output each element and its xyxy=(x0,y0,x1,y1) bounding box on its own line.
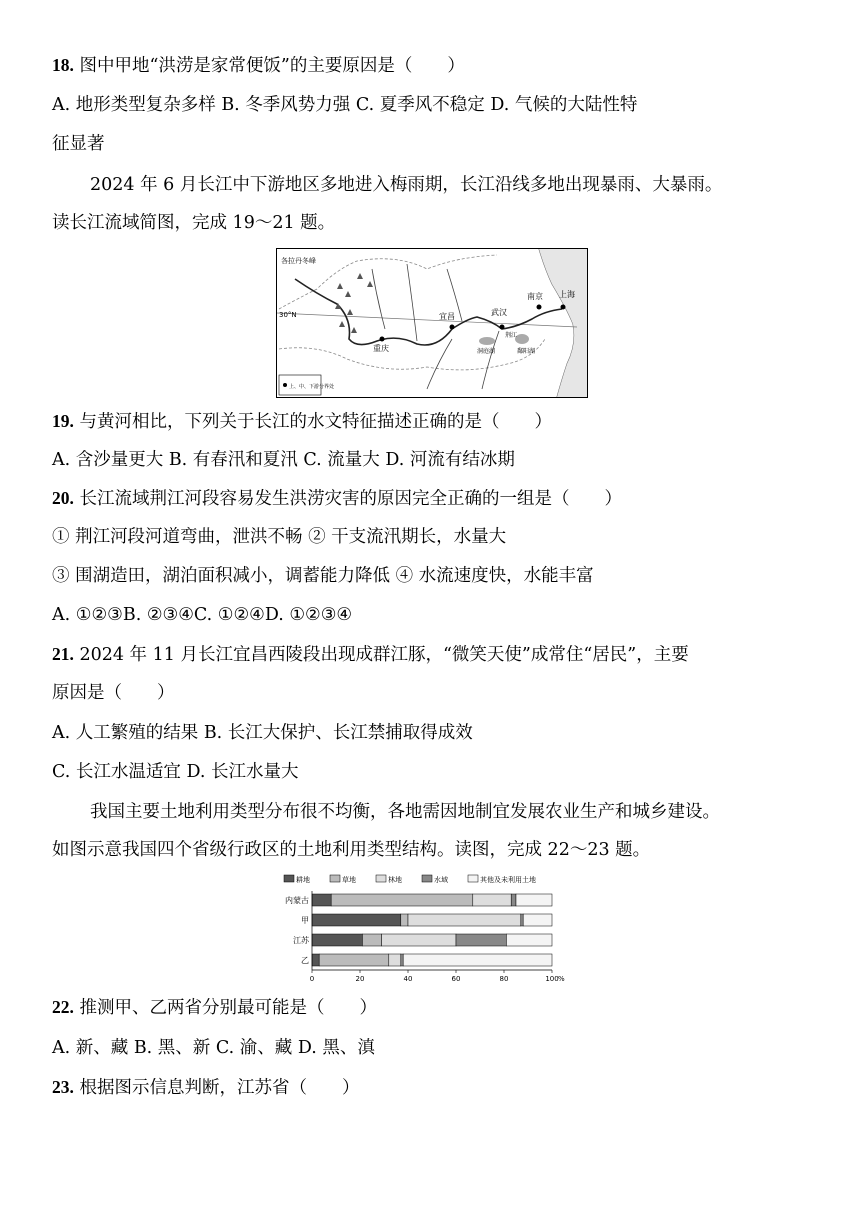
question-number: 22. xyxy=(52,997,74,1017)
question-18 xyxy=(52,53,465,78)
question-number: 21. xyxy=(52,644,74,664)
chongqing-dot xyxy=(380,337,385,342)
map-label-latitude: 30°N xyxy=(279,311,297,319)
bar-segment xyxy=(456,934,506,946)
question-text: 图中甲地“洪涝是家常便饭”的主要原因是（ ） xyxy=(79,56,465,76)
category-label: 甲 xyxy=(301,916,309,925)
map-label-yichang: 宜昌 xyxy=(439,312,455,321)
bar-segment xyxy=(389,954,401,966)
category-label: 江苏 xyxy=(293,936,309,945)
land-use-chart-svg xyxy=(280,872,580,990)
intro-paragraph-1-cont: 读长江流域简图，完成 19～21 题。 xyxy=(52,213,336,233)
legend-label: 其他及未利用土地 xyxy=(480,876,536,884)
bar-segment xyxy=(511,894,516,906)
bar-segment xyxy=(403,954,552,966)
bar-segment xyxy=(362,934,381,946)
question-text: 推测甲、乙两省分别最可能是（ ） xyxy=(79,998,377,1018)
bar-segment xyxy=(401,954,403,966)
question-19-options: A. 含沙量更大 B. 有春汛和夏汛 C. 流量大 D. 河流有结冰期 xyxy=(52,450,515,470)
bar-segment xyxy=(521,914,523,926)
legend-swatch xyxy=(330,875,340,882)
wuhan-dot xyxy=(500,325,505,330)
question-text: 与黄河相比，下列关于长江的水文特征描述正确的是（ ） xyxy=(79,412,552,432)
x-tick-label: 80 xyxy=(499,975,509,983)
legend-dot xyxy=(283,383,287,387)
question-18-options: A. 地形类型复杂多样 B. 冬季风势力强 C. 夏季风不稳定 D. 气候的大陆性特 xyxy=(52,95,638,115)
map-label-nanjing: 南京 xyxy=(527,292,543,301)
question-22 xyxy=(52,995,377,1020)
question-text: 2024 年 11 月长江宜昌西陵段出现成群江豚，“微笑天使”成常住“居民”，主要 xyxy=(79,645,689,665)
legend-label: 林地 xyxy=(388,876,402,884)
map-label-chongqing: 重庆 xyxy=(373,344,389,353)
bar-segment xyxy=(319,954,389,966)
map-legend-label: 上、中、下游分界处 xyxy=(289,384,335,390)
map-label-poyang: 鄱阳湖 xyxy=(517,348,536,355)
question-20-statements-1: ① 荆江河段河道弯曲，泄洪不畅 ② 干支流汛期长，水量大 xyxy=(52,527,507,547)
bar-segment xyxy=(331,894,473,906)
poyang-lake xyxy=(515,334,529,344)
bar-segment xyxy=(516,894,552,906)
shanghai-dot xyxy=(561,305,566,310)
x-tick-label: 40 xyxy=(403,975,413,983)
bar-segment xyxy=(312,954,319,966)
bar-segment xyxy=(312,894,331,906)
map-label-shanghai: 上海 xyxy=(559,290,575,299)
question-18-options-cont: 征显著 xyxy=(52,134,105,154)
intro-paragraph-2-cont: 如图示意我国四个省级行政区的土地利用类型结构。读图，完成 22～23 题。 xyxy=(52,840,651,860)
category-label: 内蒙古 xyxy=(285,896,309,905)
bar-segment xyxy=(312,914,401,926)
question-text: 长江流域荆江河段容易发生洪涝灾害的原因完全正确的一组是（ ） xyxy=(79,489,622,509)
bar-segment xyxy=(401,914,408,926)
bar-segment xyxy=(382,934,456,946)
map-label-source: 各拉丹冬峰 xyxy=(281,257,316,265)
x-tick-label: 60 xyxy=(451,975,461,983)
yangtze-basin-map xyxy=(276,248,588,398)
legend-label: 水域 xyxy=(434,876,448,884)
legend-swatch xyxy=(376,875,386,882)
map-label-wuhan: 武汉 xyxy=(491,308,507,317)
question-21-text-cont: 原因是（ ） xyxy=(52,683,175,703)
x-unit-label: % xyxy=(558,975,565,983)
question-23 xyxy=(52,1075,359,1100)
question-number: 18. xyxy=(52,55,74,75)
bar-segment xyxy=(506,934,552,946)
bar-segment xyxy=(312,934,362,946)
legend-label: 耕地 xyxy=(296,876,310,884)
dongting-lake xyxy=(479,337,495,345)
question-21-options-1: A. 人工繁殖的结果 B. 长江大保护、长江禁捕取得成效 xyxy=(52,723,473,743)
tributary xyxy=(372,269,385,329)
tributary xyxy=(427,339,452,389)
question-21 xyxy=(52,642,689,667)
question-text: 根据图示信息判断，江苏省（ ） xyxy=(79,1078,360,1098)
bar-segment xyxy=(408,914,521,926)
question-20 xyxy=(52,486,622,511)
mountain-marks xyxy=(335,273,373,333)
question-number: 19. xyxy=(52,411,74,431)
intro-paragraph-1: 2024 年 6 月长江中下游地区多地进入梅雨期，长江沿线多地出现暴雨、大暴雨。 xyxy=(90,175,723,195)
land-use-chart xyxy=(280,872,580,990)
nanjing-dot xyxy=(537,305,542,310)
map-label-dongting: 洞庭湖 xyxy=(477,348,496,355)
basin-boundary-south xyxy=(279,339,545,370)
legend-swatch xyxy=(284,875,294,882)
bar-segment xyxy=(523,914,552,926)
legend-label: 草地 xyxy=(342,876,356,884)
bar-segment xyxy=(473,894,511,906)
x-tick-label: 0 xyxy=(309,975,315,983)
latitude-line xyxy=(277,313,577,327)
x-tick-label: 20 xyxy=(355,975,365,983)
question-number: 23. xyxy=(52,1077,74,1097)
question-22-options: A. 新、藏 B. 黑、新 C. 渝、藏 D. 黑、滇 xyxy=(52,1038,375,1058)
question-number: 20. xyxy=(52,488,74,508)
question-20-options: A. ①②③B. ②③④C. ①②④D. ①②③④ xyxy=(52,605,353,625)
question-21-options-2: C. 长江水温适宜 D. 长江水量大 xyxy=(52,762,299,782)
question-20-statements-2: ③ 围湖造田，湖泊面积减小，调蓄能力降低 ④ 水流速度快，水能丰富 xyxy=(52,566,594,586)
x-tick-label: 100 xyxy=(545,975,559,983)
map-label-jingjiang: 荆江 xyxy=(505,332,518,339)
category-label: 乙 xyxy=(301,956,309,965)
legend-swatch xyxy=(422,875,432,882)
question-19 xyxy=(52,409,552,434)
map-svg xyxy=(277,249,587,397)
legend-swatch xyxy=(468,875,478,882)
yichang-dot xyxy=(450,325,455,330)
tributary xyxy=(407,264,417,341)
intro-paragraph-2: 我国主要土地利用类型分布很不均衡，各地需因地制宜发展农业生产和城乡建设。 xyxy=(90,802,720,822)
